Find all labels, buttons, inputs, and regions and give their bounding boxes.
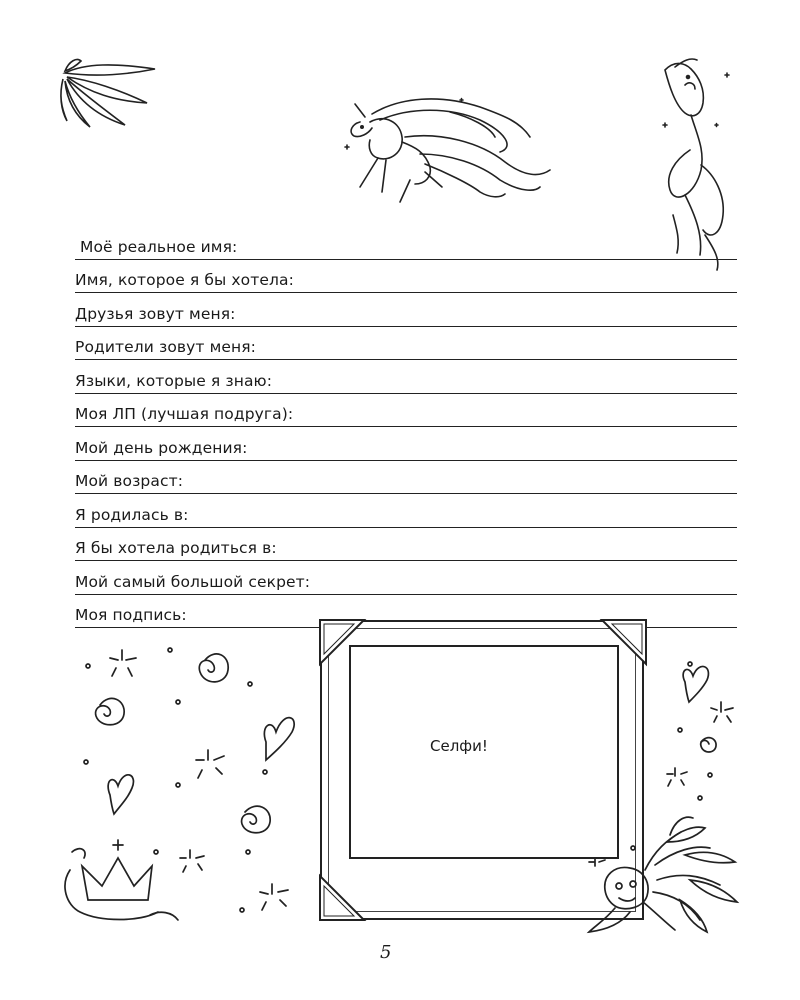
form-label: Я бы хотела родиться в: xyxy=(75,539,277,557)
swirl-icon xyxy=(199,654,228,682)
form-row-biggest-secret[interactable] xyxy=(75,561,737,595)
crown-icon xyxy=(65,840,178,920)
dot-icon xyxy=(631,846,635,850)
form-row-birthday[interactable] xyxy=(75,427,737,461)
sparkle-icon xyxy=(110,650,136,676)
dot-icon xyxy=(168,648,172,652)
form-row-real-name[interactable] xyxy=(75,226,737,260)
form-row-parents-call-me[interactable] xyxy=(75,327,737,361)
form-label: Моя подпись: xyxy=(75,606,187,624)
sparkle-icon xyxy=(589,858,605,866)
form-row-born-in[interactable] xyxy=(75,494,737,528)
form-label: Языки, которые я знаю: xyxy=(75,371,273,390)
form-row-desired-name[interactable] xyxy=(75,260,737,294)
swirl-icon xyxy=(242,806,271,833)
form-label: Моё реальное имя: xyxy=(80,237,238,256)
heart-icon xyxy=(264,718,294,760)
dot-icon xyxy=(263,770,267,774)
heart-icon xyxy=(108,775,133,814)
leaf-doodle-top-left xyxy=(55,55,165,130)
selfie-label: Селфи! xyxy=(430,737,488,755)
swirl-icon xyxy=(701,738,716,752)
form-label: Друзья зовут меня: xyxy=(75,304,236,323)
sparkle-icon xyxy=(667,768,687,786)
profile-form xyxy=(75,226,737,628)
form-label: Моя ЛП (лучшая подруга): xyxy=(75,405,294,423)
form-label: Мой возраст: xyxy=(75,472,184,490)
dot-icon xyxy=(246,850,250,854)
form-row-age[interactable] xyxy=(75,461,737,495)
photo-corner-icon xyxy=(318,872,368,922)
dot-icon xyxy=(698,796,702,800)
dot-icon xyxy=(176,783,180,787)
decor-doodles-right xyxy=(585,650,750,940)
form-row-wish-born-in[interactable] xyxy=(75,528,737,562)
creature-doodle xyxy=(589,817,737,932)
heart-icon xyxy=(683,666,708,702)
sparkle-icon xyxy=(180,850,204,872)
dot-icon xyxy=(176,700,180,704)
dot-icon xyxy=(154,850,158,854)
form-label: Имя, которое я бы хотела: xyxy=(75,271,294,289)
sparkle-icon xyxy=(260,884,288,910)
form-label: Мой самый большой секрет: xyxy=(75,572,311,591)
form-row-best-friend[interactable] xyxy=(75,394,737,428)
dot-icon xyxy=(86,664,90,668)
sparkle-icon xyxy=(196,750,224,778)
unicorn-doodle xyxy=(330,92,560,217)
decor-doodles-left xyxy=(60,630,310,940)
sparkle-icon xyxy=(711,702,733,722)
page-number: 5 xyxy=(380,942,392,963)
dot-icon xyxy=(248,682,252,686)
swirl-icon xyxy=(96,698,125,724)
dot-icon xyxy=(678,728,682,732)
form-label: Мой день рождения: xyxy=(75,438,248,457)
dot-icon xyxy=(84,760,88,764)
dot-icon xyxy=(708,773,712,777)
form-row-friends-call-me[interactable] xyxy=(75,293,737,327)
form-label: Родители зовут меня: xyxy=(75,338,256,356)
form-label: Я родилась в: xyxy=(75,505,189,524)
dot-icon xyxy=(240,908,244,912)
dot-icon xyxy=(688,662,692,666)
form-row-languages[interactable] xyxy=(75,360,737,394)
